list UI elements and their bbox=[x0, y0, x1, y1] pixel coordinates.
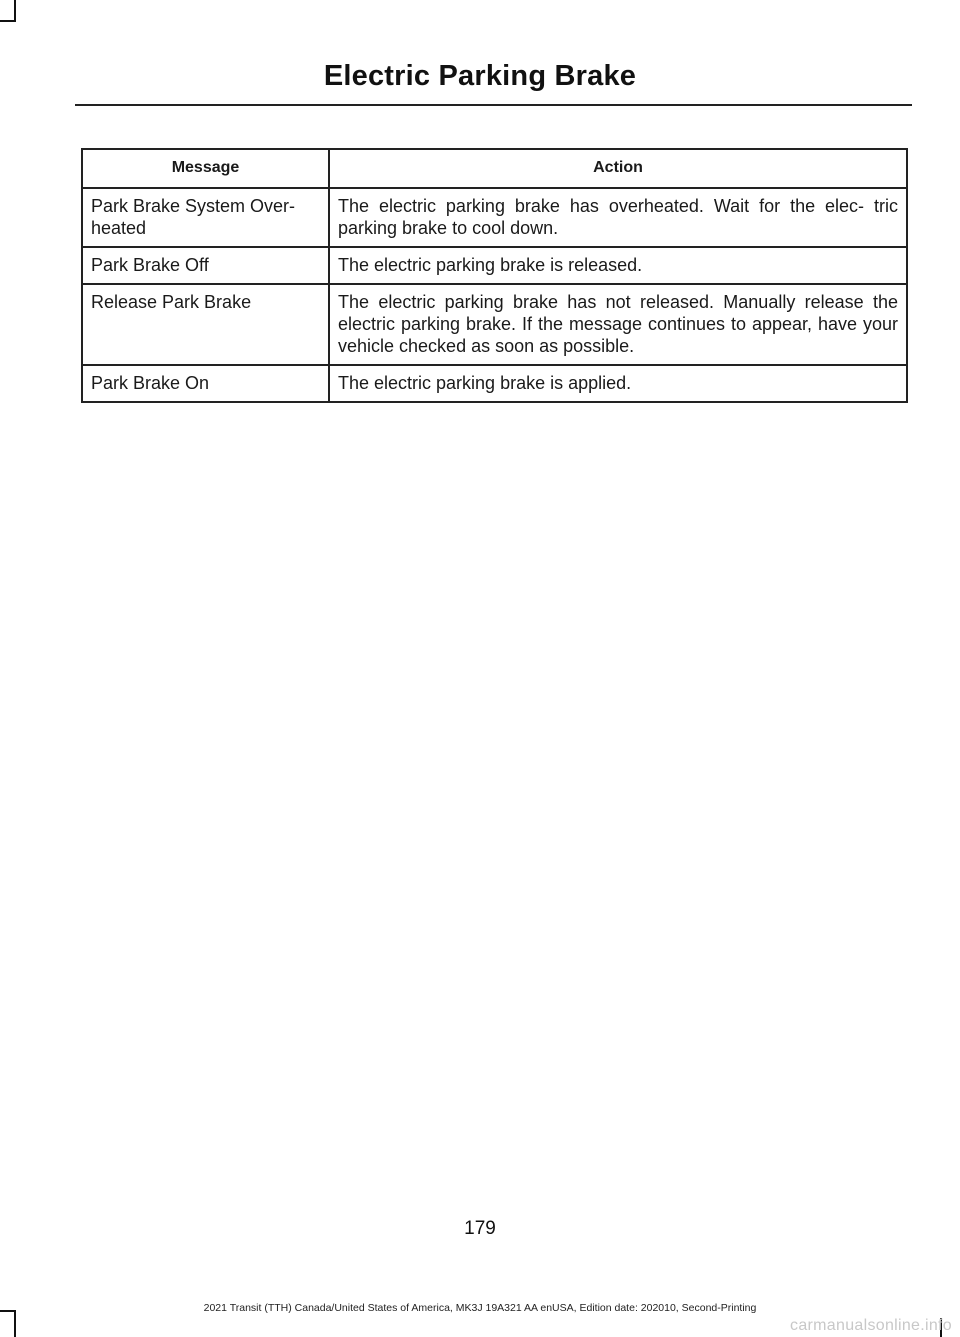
watermark: carmanualsonline.info bbox=[790, 1317, 952, 1334]
message-cell: Release Park Brake bbox=[82, 284, 329, 365]
page-number: 179 bbox=[464, 1218, 496, 1239]
footer-edition-info: 2021 Transit (TTH) Canada/United States of America, MK3J 19A321 AA enUSA, Edition date: 202010, Second-Printing bbox=[203, 1302, 757, 1314]
table-row bbox=[82, 365, 907, 402]
table-row bbox=[82, 284, 907, 365]
action-cell: The electric parking brake is released. bbox=[329, 247, 907, 284]
crop-mark-bottom-left-vertical bbox=[14, 1310, 16, 1337]
page-title: Electric Parking Brake bbox=[323, 60, 637, 92]
crop-mark-top-left-horizontal bbox=[0, 20, 16, 22]
column-header-message: Message bbox=[82, 149, 329, 188]
crop-mark-top-left-vertical bbox=[14, 0, 16, 22]
message-cell: Park Brake System Over- heated bbox=[82, 188, 329, 247]
message-cell: Park Brake Off bbox=[82, 247, 329, 284]
table-header-row bbox=[82, 149, 907, 188]
action-cell: The electric parking brake is applied. bbox=[329, 365, 907, 402]
table-row bbox=[82, 247, 907, 284]
action-cell: The electric parking brake has not released. Manually release the electric parking brake. If the message continues to appear, have your vehicle checked as soon as possible. bbox=[329, 284, 907, 365]
table-row bbox=[82, 188, 907, 247]
action-cell: The electric parking brake has overheated. Wait for the elec- tric parking brake to cool down. bbox=[329, 188, 907, 247]
message-action-table bbox=[81, 148, 908, 403]
message-cell: Park Brake On bbox=[82, 365, 329, 402]
column-header-action: Action bbox=[329, 149, 907, 188]
title-divider bbox=[75, 104, 912, 106]
